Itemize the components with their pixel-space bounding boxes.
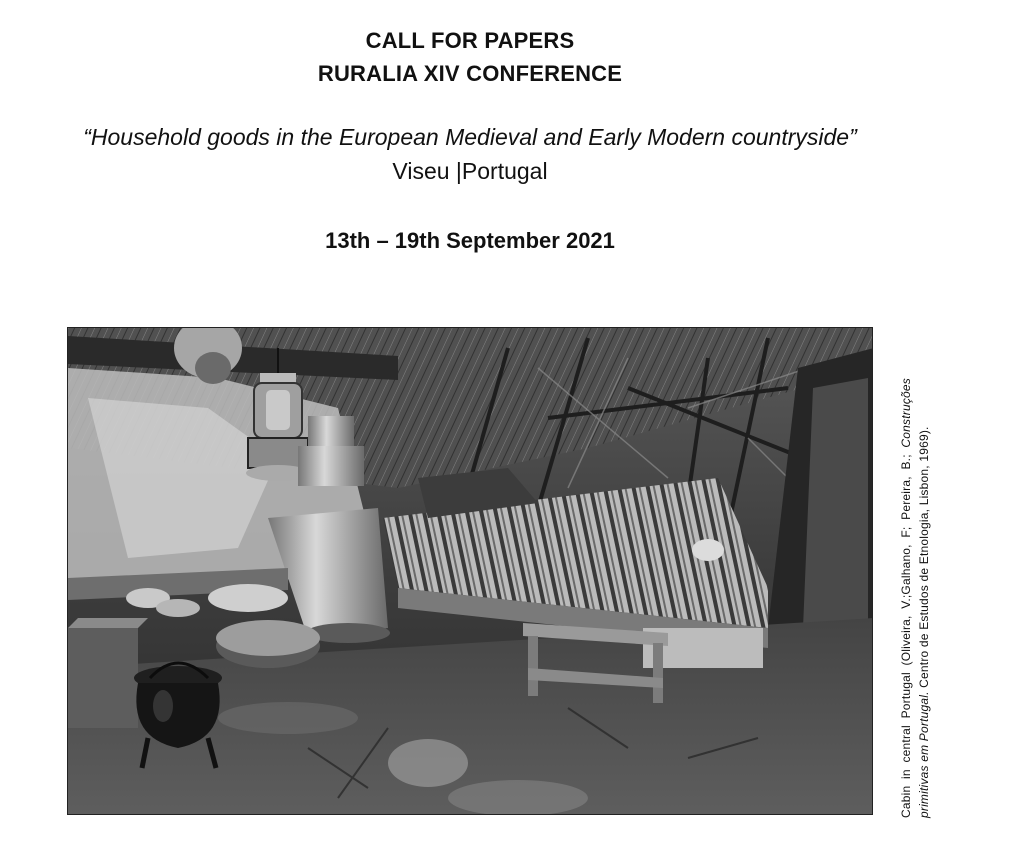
heading-call-for-papers: CALL FOR PAPERS (365, 28, 575, 53)
caption-text-part-2: Centro de Estudos de Etnologia, Lisbon, 1969). (917, 426, 931, 692)
cabin-photo-illustration (68, 328, 873, 815)
photo-caption (897, 378, 937, 818)
caption-text-part-1: Cabin in central Portugal (Oliveira, V.;Galhano, F; Pereira, B.; (899, 447, 913, 818)
heading-conference-name: RURALIA XIV CONFERENCE (317, 61, 623, 86)
conference-dates: 13th – 19th September 2021 (325, 228, 615, 253)
caption-book-title: Construções primitivas em Portugal. (899, 378, 931, 818)
cabin-photo (67, 327, 873, 815)
conference-location: Viseu |Portugal (392, 158, 548, 184)
conference-theme: “Household goods in the European Medieval and Early Modern countryside” (83, 124, 857, 150)
